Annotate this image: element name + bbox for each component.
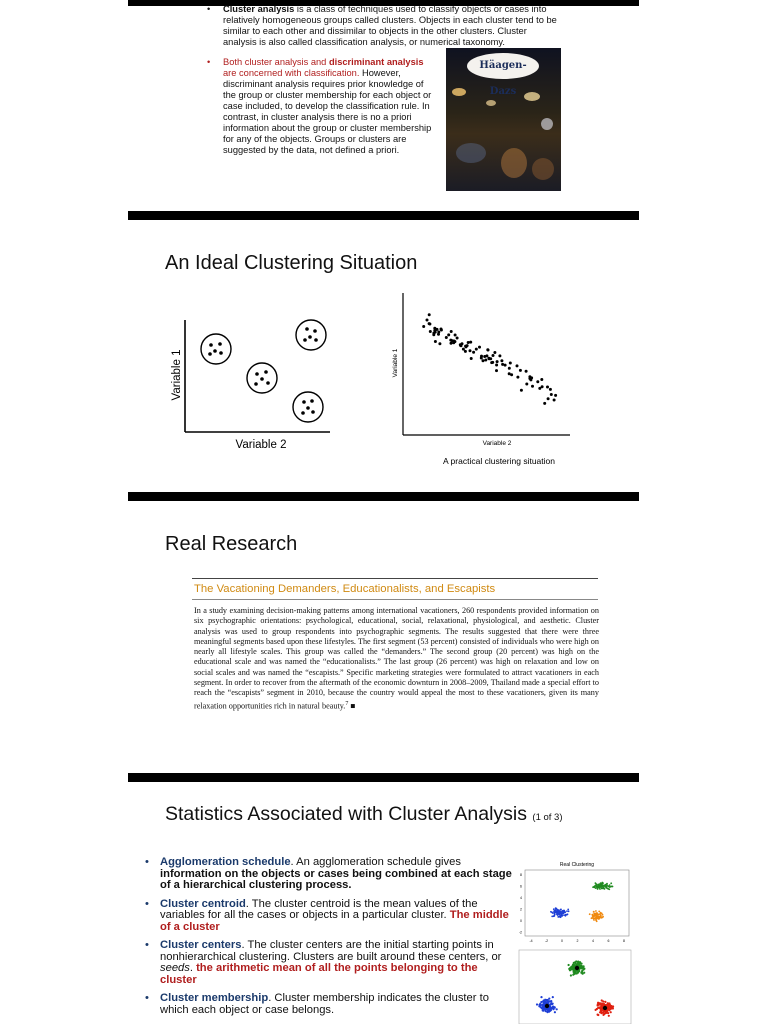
blob-point [548, 1000, 550, 1002]
blob-point [597, 1014, 599, 1016]
mini-point [558, 910, 560, 912]
scatter-point [554, 394, 557, 397]
blob-point [554, 1011, 556, 1013]
blob-point [577, 971, 579, 973]
cluster-blobs-plot [517, 948, 635, 1024]
centroid-point [545, 1004, 549, 1008]
scatter-point [482, 359, 485, 362]
scatter-point [530, 376, 533, 379]
scatter-point [498, 354, 501, 357]
scatter-point [495, 369, 498, 372]
mini-chart-title: Real Clustering [559, 862, 595, 868]
practical-clustering-figure [385, 285, 585, 470]
cluster-ring [296, 320, 326, 350]
mini-point [566, 914, 568, 916]
scatter-point [487, 349, 490, 352]
blob-scatter-points [536, 960, 614, 1017]
scatter-point [496, 360, 499, 363]
blob-point [600, 1003, 602, 1005]
blob-point [536, 1003, 538, 1005]
scatter-point [478, 346, 481, 349]
scatter-point [483, 355, 486, 358]
scatter-point [472, 351, 475, 354]
slide3-title: Real Research [165, 533, 298, 555]
stat-term: Cluster membership [160, 992, 269, 1004]
bullet-cluster-analysis [207, 4, 557, 48]
scatter-point [480, 357, 483, 360]
mini-point [557, 913, 559, 915]
mini-point [555, 910, 557, 912]
blob-point [575, 960, 577, 962]
slide4-title-page: (1 of 3) [532, 812, 563, 823]
scatter-point [475, 348, 478, 351]
stat-term: Cluster centroid [160, 897, 246, 910]
mini-point [553, 911, 555, 913]
mini-point [557, 909, 559, 911]
cluster-ring [201, 334, 231, 364]
mini-point [600, 886, 602, 888]
blob-point [540, 996, 542, 998]
scatter-point [435, 328, 438, 331]
mini-point [602, 888, 604, 890]
blob-point [550, 1000, 552, 1002]
stat-text: . An agglomeration schedule gives [290, 856, 461, 868]
haagen-dazs-photo [446, 48, 561, 191]
centroid-point [603, 1006, 607, 1010]
stat-term: Agglomeration schedule [160, 856, 291, 868]
mini-point [609, 884, 611, 886]
haagen-dazs-logo: Häagen-Dazs [467, 53, 539, 79]
blob-point [547, 1009, 549, 1011]
stat-text: . The cluster centroid is the mean values of the variables for all the cases or objects in a particular cluster. [160, 897, 478, 921]
blob-point [543, 1001, 545, 1003]
blob-point [575, 972, 577, 974]
blob-point [582, 966, 584, 968]
slide2-title: An Ideal Clustering Situation [165, 252, 418, 274]
scatter-point [450, 330, 453, 333]
scatter-point [516, 364, 519, 367]
blob-point [578, 962, 580, 964]
mini-y-ticks [519, 873, 522, 935]
bullet-red-text: are concerned with classification. [223, 68, 360, 78]
mini-point [552, 912, 554, 914]
mini-point [595, 882, 597, 884]
blob-point [572, 974, 574, 976]
mini-point [553, 908, 555, 910]
mini-point [591, 917, 593, 919]
mini-point [603, 885, 605, 887]
blob-point [595, 1009, 597, 1011]
scatter-point [429, 330, 432, 333]
scatter-point [510, 373, 513, 376]
scatter-point [440, 329, 443, 332]
blob-point [581, 971, 583, 973]
stat-red-text: the arithmetic mean of all the points belonging to the cluster [160, 962, 478, 986]
y-axis-label: Variable 1 [171, 349, 183, 401]
centroid-point [575, 966, 579, 970]
scatter-point [495, 364, 498, 367]
slide-divider [128, 211, 639, 220]
blob-point [552, 1006, 554, 1008]
scatter-point [516, 376, 519, 379]
stat-bold-text: information on the objects or cases being combined at each stage of a hierarchical clustering process. [160, 867, 512, 891]
mini-point [557, 916, 559, 918]
scatter-point [546, 386, 549, 389]
mini-point [594, 914, 596, 916]
mini-point [594, 885, 596, 887]
slide-divider [128, 492, 639, 501]
mini-point [557, 914, 559, 916]
stat-agglomeration-schedule [143, 857, 513, 892]
slide4-title-text: Statistics Associated with Cluster Analysis [165, 803, 527, 825]
scatter-point [450, 342, 453, 345]
blob-point [605, 1012, 607, 1014]
mini-scatter-points [550, 882, 613, 923]
mini-point [561, 910, 563, 912]
scatter-point [508, 367, 511, 370]
scatter-points [422, 313, 557, 405]
mini-point [593, 911, 595, 913]
box-rule [192, 599, 598, 600]
mini-point [560, 909, 562, 911]
mini-point [597, 885, 599, 887]
scatter-point [470, 357, 473, 360]
blob-point [552, 996, 554, 998]
scatter-point [536, 380, 539, 383]
scatter-point [492, 354, 495, 357]
mini-x-tick-label: 0 [561, 939, 563, 943]
mini-point [567, 909, 569, 911]
scatter-point [550, 393, 553, 396]
scatter-point [464, 350, 467, 353]
scatter-point [484, 359, 487, 362]
real-clustering-plot [515, 858, 633, 946]
mini-point [592, 886, 594, 888]
blob-point [545, 1001, 547, 1003]
mini-point [597, 916, 599, 918]
scatter-point [445, 336, 448, 339]
scatter-point [432, 332, 435, 335]
blob-point [600, 1009, 602, 1011]
stat-italic: seeds [160, 962, 190, 974]
stat-text: . Cluster membership indicates the cluster to which each object or case belongs. [160, 992, 489, 1016]
slide-divider [128, 773, 639, 782]
stat-cluster-centroid [143, 899, 513, 934]
scatter-point [493, 351, 496, 354]
mini-point [595, 910, 597, 912]
scatter-point [553, 399, 556, 402]
statistics-list [143, 857, 513, 1023]
scatter-point [426, 319, 429, 322]
scatter-point [456, 337, 459, 340]
scatter-point [428, 313, 431, 316]
blob-point [610, 1011, 612, 1013]
blob-point [597, 1007, 599, 1009]
blob-point [542, 1004, 544, 1006]
mini-point [565, 915, 567, 917]
stat-term: Cluster centers [160, 939, 242, 951]
scatter-point [489, 357, 492, 360]
cluster-ring [293, 392, 323, 422]
mini-point [589, 913, 591, 915]
scatter-point [447, 333, 450, 336]
blob-point [601, 999, 603, 1001]
box-rule-top [192, 578, 598, 579]
blob-point [570, 974, 572, 976]
mini-x-tick-label: -4 [529, 939, 533, 943]
stat-text: . The cluster centers are the initial starting points in nonhierarchical clustering. Clusters are built around these centers, or [160, 939, 502, 963]
blob-point [603, 1010, 605, 1012]
scatter-point [437, 331, 440, 334]
mini-y-tick-label: 4 [520, 896, 522, 900]
end-mark: ■ [350, 701, 356, 711]
mini-point [595, 917, 597, 919]
bullet-discriminant [207, 57, 435, 156]
mini-y-tick-label: -2 [518, 930, 522, 935]
mini-point [595, 919, 597, 921]
scatter-point [428, 322, 431, 325]
mini-point [610, 882, 612, 884]
mini-point [598, 916, 600, 918]
blob-point [602, 1014, 604, 1016]
ideal-clustering-figure [160, 300, 340, 460]
x-axis-label: Variable 2 [235, 439, 287, 451]
bullet-text: However, discriminant analysis requires prior knowledge of the group or cluster membership for each object or case included, to develop the classification rule. In contrast, in cluster analysis there is no a priori information about the group or cluster membership for any of the objects. Groups or clusters are suggested by the data, not defined a priori. [223, 68, 432, 155]
footnote-marker: 7 [345, 700, 349, 707]
scatter-point [525, 383, 528, 386]
mini-point [561, 913, 563, 915]
mini-point [593, 919, 595, 921]
mini-point [568, 910, 570, 912]
scatter-point [504, 364, 507, 367]
stat-cluster-centers [143, 940, 513, 986]
mini-point [602, 916, 604, 918]
mini-y-tick-label: 8 [520, 873, 522, 877]
scatter-point [531, 385, 534, 388]
mini-point [559, 913, 561, 915]
blob-point [569, 967, 571, 969]
mini-point [612, 886, 614, 888]
scatter-point [422, 325, 425, 328]
blob-point [610, 1005, 612, 1007]
scatter-point [452, 341, 455, 344]
bullet-text: is a class of techniques used to classify objects or cases into relatively homogeneous groups called clusters. Objects in each cluster tend to be similar to each other and dissimilar to objects in the other clusters. Cluster analysis is also called classification analysis, or numerical taxonomy. [223, 4, 557, 47]
blob-point [572, 964, 574, 966]
scatter-point [543, 402, 546, 405]
scatter-point [547, 397, 550, 400]
case-title: The Vacationing Demanders, Educationalists, and Escapists [194, 583, 496, 595]
scatter-point [469, 349, 472, 352]
blob-point [604, 1001, 606, 1003]
bullet-red-text: Both cluster analysis and [223, 57, 329, 67]
mini-x-tick-label: 8 [623, 939, 625, 943]
scatter-point [540, 378, 543, 381]
scatter-point [462, 348, 465, 351]
blob-point [607, 1002, 609, 1004]
scatter-point [454, 334, 457, 337]
scatter-point [500, 359, 503, 362]
blob-point [608, 1009, 610, 1011]
mini-point [561, 915, 563, 917]
mini-point [605, 884, 607, 886]
figure-caption: A practical clustering situation [443, 456, 555, 466]
mini-y-tick-label: 0 [520, 919, 522, 923]
mini-y-tick-label: 6 [520, 884, 522, 889]
mini-point [566, 910, 568, 912]
scatter-point [438, 342, 441, 345]
scatter-point [509, 362, 512, 365]
blob-point [550, 1007, 552, 1009]
x-axis-label: Variable 2 [482, 440, 512, 447]
mini-point [553, 915, 555, 917]
scatter-point [491, 361, 494, 364]
mini-point [609, 886, 611, 888]
blob-point [568, 964, 570, 966]
blob-point [546, 1011, 548, 1013]
scatter-point [549, 388, 552, 391]
blob-point [608, 1015, 610, 1017]
mini-x-tick-label: -2 [544, 939, 549, 943]
stat-cluster-membership [143, 993, 513, 1016]
mini-point [604, 885, 606, 887]
blob-point [556, 1008, 558, 1010]
mini-x-tick-label: 4 [592, 939, 594, 943]
scatter-point [520, 389, 523, 392]
term-cluster-analysis: Cluster analysis [223, 4, 295, 14]
scatter-point [460, 344, 463, 347]
scatter-point [541, 385, 544, 388]
mini-y-tick-label: 2 [520, 907, 522, 912]
case-body [194, 606, 599, 712]
cluster-ring [247, 363, 277, 393]
scatter-point [464, 345, 467, 348]
y-axis-label: Variable 1 [392, 348, 399, 378]
mini-point [606, 883, 608, 885]
scatter-point [434, 340, 437, 343]
mini-point [606, 888, 608, 890]
mini-point [608, 888, 610, 890]
case-text: In a study examining decision-making patterns among international vacationers, 260 respondents provided information on six psychographic orientations: psychological, educational, social, relaxational, physiological, and aesthetic. Cluster analysis was used to group respondents into psychographic segments. The results suggested that there were three meaningful segments based upon these lifestyles. The first segment (53 percent) consisted of individuals who were high on nearly all lifestyle scales. This group was called the “demanders.” The second group (20 percent) was high on the educational scale and was named the “educationalists.” The last group (26 percent) was high on relaxation and low on social scales and was named the “escapists.” Specific marketing strategies were formulated to attract vacationers in each segment. In order to recover from the aftermath of the economic downturn in 2008–2009, Thailand made a special effort to reach the “escapists” segment in 2010, because the country would appeal the most to these vacationers, given its many relaxation opportunities rich in natural beauty. [194, 606, 599, 711]
slide4-title [165, 803, 563, 826]
blob-point [538, 1004, 540, 1006]
blob-point [540, 1006, 542, 1008]
mini-point [602, 914, 604, 916]
mini-point [597, 888, 599, 890]
mini-x-ticks [529, 939, 625, 943]
mini-plot-frame [525, 870, 629, 936]
mini-point [591, 914, 593, 916]
mini-point [599, 883, 601, 885]
scatter-point [469, 341, 472, 344]
mini-point [598, 911, 600, 913]
scatter-point [467, 341, 470, 344]
blob-point [597, 1002, 599, 1004]
blob-point [551, 1003, 553, 1005]
scatter-point [519, 369, 522, 372]
mini-point [599, 888, 601, 890]
term-discriminant-analysis: discriminant analysis [328, 57, 424, 67]
mini-x-tick-label: 6 [607, 939, 610, 943]
scatter-point [525, 370, 528, 373]
stat-text: . [189, 962, 197, 974]
blobs-frame [519, 950, 631, 1024]
blob-point [582, 969, 584, 971]
stat-red-text: The middle of a cluster [160, 909, 509, 933]
blob-point [599, 1011, 601, 1013]
mini-x-tick-label: 2 [576, 939, 579, 943]
blob-point [542, 1010, 544, 1012]
